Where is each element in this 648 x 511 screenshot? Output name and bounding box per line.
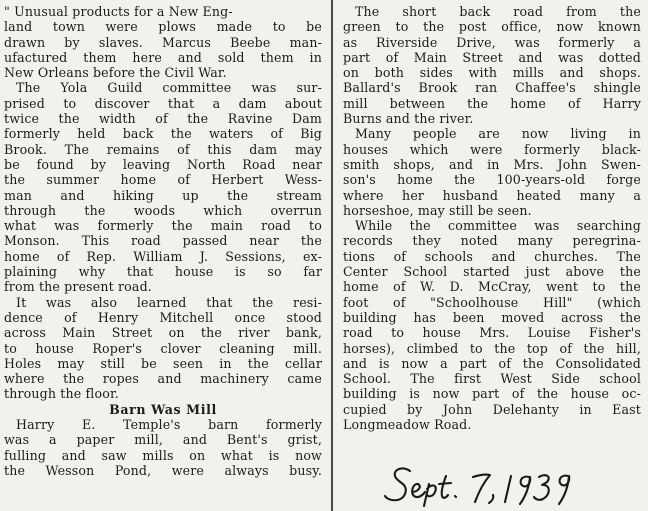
article-line: twice the width of the Ravine Dam [4,111,322,127]
article-line: man and hiking up the stream [4,187,322,203]
article-line: green to the post office, now known [343,19,641,35]
article-line: Center School started just above the [343,264,641,280]
article-line: New Orleans before the Civil War. [4,65,227,81]
article-line: While the committee was searching [355,218,641,234]
article-line: the Wesson Pond, were always busy. [4,462,322,478]
article-line: Longmeadow Road. [343,417,472,433]
article-line: on both sides with mills and shops. [343,65,641,81]
article-line: Brook. The remains of this dam may [4,141,322,157]
article-line: building has been moved across the [343,309,641,325]
article-line: through the floor. [4,386,119,402]
article-line: mill between the home of Harry [343,95,641,111]
article-line: " Unusual products for a New Eng- [4,4,233,19]
article-line: home of W. D. McCray, went to the [343,279,641,295]
article-line: drawn by slaves. Marcus Beebe man- [4,34,322,50]
article-line: through the woods which overrun [4,202,322,218]
article-line: the summer home of Herbert Wess- [4,172,322,188]
article-line: land town were plows made to be [4,19,322,35]
handwritten-date [382,462,582,508]
column-divider [331,0,333,511]
article-line: Holes may still be seen in the cellar [4,355,322,371]
article-line: was a paper mill, and Bent's grist, [4,432,322,448]
article-line: prised to discover that a dam about [4,95,322,111]
handwritten-date-drawing [382,462,582,508]
article-line: Harry E. Temple's barn formerly [16,417,322,433]
right-column [343,4,641,432]
article-line: building is now part of the house oc- [343,386,641,402]
article-line: home of Rep. William J. Sessions, ex- [4,248,322,264]
article-line: as Riverside Drive, was formerly a [343,34,641,50]
article-line: where her husband heated many a [343,187,641,203]
article-line: road to house Mrs. Louise Fisher's [343,325,641,341]
article-line: part of Main Street and was dotted [343,49,641,65]
article-line: from the present road. [4,279,152,295]
article-line: fulling and saw mills on what is now [4,447,322,463]
article-line: where the ropes and machinery came [4,371,322,387]
article-line: The short back road from the [355,4,641,19]
article-line: The Yola Guild committee was sur- [16,80,322,96]
article-line: cupied by John Delehanty in East [343,401,641,417]
article-line: and is now a part of the Consolidated [343,355,641,371]
article-line: formerly held back the waters of Big [4,126,322,142]
article-line: School. The first West Side school [343,371,641,387]
article-line: Monson. This road passed near the [4,233,322,249]
article-line: ufactured them here and sold them in [4,49,322,65]
article-line: horses), climbed to the top of the hill, [343,340,641,356]
article-line: plaining why that house is so far [4,264,322,280]
article-line: son's home the 100-years-old forge [343,172,641,188]
article-line: Ballard's Brook ran Chaffee's shingle [343,80,641,96]
article-line: what was formerly the main road to [4,218,322,234]
section-subheading: Barn Was Mill [109,401,217,417]
article-line: records they noted many peregrina- [343,233,641,249]
article-line: tions of schools and churches. The [343,248,641,264]
article-line: Many people are now living in [355,126,641,142]
article-line: It was also learned that the resi- [16,294,322,310]
article-line: smith shops, and in Mrs. John Swen- [343,156,641,172]
left-column [4,4,322,478]
article-line: horseshoe, may still be seen. [343,202,532,218]
article-line: across Main Street on the river bank, [4,325,322,341]
article-line: Burns and the river. [343,111,474,127]
article-line: to house Roper's clover cleaning mill. [4,340,322,356]
article-line: houses which were formerly black- [343,141,641,157]
article-line: foot of "Schoolhouse Hill" (which [343,294,641,310]
article-line: be found by leaving North Road near [4,156,322,172]
article-line: dence of Henry Mitchell once stood [4,309,322,325]
